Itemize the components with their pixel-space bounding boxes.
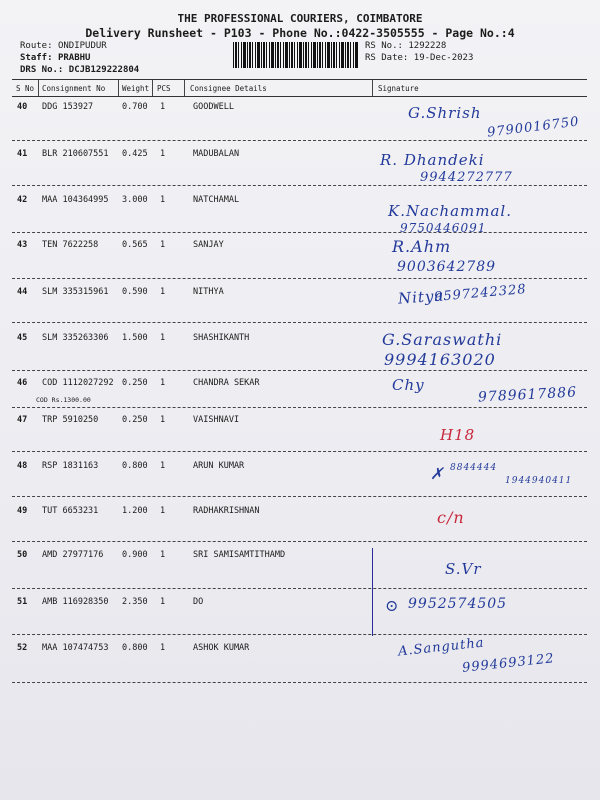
row-weight: 1.500 xyxy=(122,333,148,343)
signature-name: S.Vr xyxy=(445,560,482,578)
signature-name: K.Nachammal. xyxy=(388,202,513,220)
staff-value: PRABHU xyxy=(57,53,91,63)
row-consignee: RADHAKRISHNAN xyxy=(193,506,260,516)
row-pcs: 1 xyxy=(160,415,166,425)
signature-name: Chy xyxy=(392,376,425,394)
barcode xyxy=(233,42,358,68)
row-pcs: 1 xyxy=(160,149,166,159)
signature-phone: 9952574505 xyxy=(408,596,508,612)
rs-no-line: RS No.: 1292228 xyxy=(365,41,447,51)
row-weight: 1.200 xyxy=(122,506,148,516)
row-pcs: 1 xyxy=(160,461,166,471)
signature-phone: 9944272777 xyxy=(420,170,513,185)
row-consignment: SLM 335315961 xyxy=(42,287,109,297)
row-pcs: 1 xyxy=(160,506,166,516)
row-sno: 45 xyxy=(17,333,28,343)
row-consignee: SANJAY xyxy=(193,240,224,250)
row-sno: 40 xyxy=(17,102,28,112)
row-consignment: DDG 153927 xyxy=(42,102,94,112)
row-consignment: COD 1112027292 xyxy=(42,378,114,388)
signature-name: R.Ahm xyxy=(392,237,452,256)
col-sno: S No xyxy=(16,84,35,93)
signature-name: A.Sangutha xyxy=(397,635,486,660)
row-sno: 48 xyxy=(17,461,28,471)
col-weight: Weight xyxy=(122,84,150,93)
drs-value: DCJB129222804 xyxy=(68,65,140,75)
col-signature: Signature xyxy=(378,84,419,93)
row-consignee: SRI SAMISAMTITHAMD xyxy=(193,550,286,560)
signature-phone: 1944940411 xyxy=(505,476,573,486)
route-value: ONDIPUDUR xyxy=(57,41,107,51)
row-weight: 0.590 xyxy=(122,287,148,297)
row-pcs: 1 xyxy=(160,550,166,560)
row-consignee: DO xyxy=(193,597,204,607)
row-weight: 3.000 xyxy=(122,195,148,205)
signature-phone: 9597242328 xyxy=(433,281,528,306)
signature-phone: 9789617886 xyxy=(477,384,578,406)
row-pcs: 1 xyxy=(160,643,166,653)
row-sno: 52 xyxy=(17,643,28,653)
row-pcs: 1 xyxy=(160,195,166,205)
row-consignment: TUT 6653231 xyxy=(42,506,99,516)
row-sno: 46 xyxy=(17,378,28,388)
row-sno: 42 xyxy=(17,195,28,205)
row-pcs: 1 xyxy=(160,333,166,343)
signature-mark: ✗ xyxy=(430,464,445,483)
row-sno: 41 xyxy=(17,149,28,159)
runsheet-title: Delivery Runsheet - P103 - Phone No.:0422-3505555 - Page No.:4 xyxy=(85,26,515,40)
row-consignment: MAA 104364995 xyxy=(42,195,109,205)
signature-mark: ⊙ xyxy=(385,596,400,615)
row-weight: 0.250 xyxy=(122,415,148,425)
row-consignment: MAA 107474753 xyxy=(42,643,109,653)
row-consignment: BLR 210607551 xyxy=(42,149,109,159)
row-weight: 0.565 xyxy=(122,240,148,250)
row-consignee: NATCHAMAL xyxy=(193,195,240,205)
row-consignee: ARUN KUMAR xyxy=(193,461,245,471)
row-consignee: VAISHNAVI xyxy=(193,415,240,425)
row-consignment: TRP 5910250 xyxy=(42,415,99,425)
route-line: Route: ONDIPUDUR xyxy=(20,41,107,51)
row-pcs: 1 xyxy=(160,240,166,250)
row-consignee: SHASHIKANTH xyxy=(193,333,250,343)
signature-phone: 9750446091 xyxy=(400,221,487,235)
row-weight: 0.900 xyxy=(122,550,148,560)
signature-name: R. Dhandeki xyxy=(380,151,485,169)
row-weight: 0.425 xyxy=(122,149,148,159)
signature-phone: 9994693122 xyxy=(461,651,556,676)
signature-phone: 9790016750 xyxy=(486,114,581,141)
header-bottom-rule xyxy=(12,96,587,97)
staff-line: Staff: PRABHU xyxy=(20,53,91,63)
row-consignment: SLM 335263306 xyxy=(42,333,109,343)
col-consignment: Consignment No xyxy=(42,84,106,93)
row-sno: 49 xyxy=(17,506,28,516)
row-weight: 0.250 xyxy=(122,378,148,388)
col-consignee: Consignee Details xyxy=(190,84,267,93)
drs-line: DRS No.: DCJB129222804 xyxy=(20,65,140,75)
row-pcs: 1 xyxy=(160,287,166,297)
signature-name: G.Saraswathi xyxy=(382,330,503,349)
row-consignment: RSP 1831163 xyxy=(42,461,99,471)
row-sno: 51 xyxy=(17,597,28,607)
row-consignee: MADUBALAN xyxy=(193,149,240,159)
col-pcs: PCS xyxy=(157,84,171,93)
signature-name: Nitya xyxy=(397,286,445,308)
row-sno: 47 xyxy=(17,415,28,425)
rs-date-line: RS Date: 19-Dec-2023 xyxy=(365,53,474,63)
signature-name: c/n xyxy=(437,508,465,527)
row-sno: 50 xyxy=(17,550,28,560)
row-weight: 0.800 xyxy=(122,461,148,471)
row-consignee: GOODWELL xyxy=(193,102,234,112)
row-weight: 0.700 xyxy=(122,102,148,112)
row-pcs: 1 xyxy=(160,102,166,112)
row-consignment: AMD 27977176 xyxy=(42,550,104,560)
row-pcs: 1 xyxy=(160,597,166,607)
row-sno: 43 xyxy=(17,240,28,250)
row-pcs: 1 xyxy=(160,378,166,388)
signature-name: G.Shrish xyxy=(408,104,482,122)
row-consignment: TEN 7622258 xyxy=(42,240,99,250)
signature-phone: 9003642789 xyxy=(397,259,497,275)
row-consignee: ASHOK KUMAR xyxy=(193,643,250,653)
header-top-rule xyxy=(12,79,587,80)
row-consignment: AMB 116928350 xyxy=(42,597,109,607)
rs-no-value: 1292228 xyxy=(408,41,447,51)
row-consignee: NITHYA xyxy=(193,287,224,297)
row-weight: 2.350 xyxy=(122,597,148,607)
cod-note: COD Rs.1300.00 xyxy=(36,396,91,404)
row-weight: 0.800 xyxy=(122,643,148,653)
row-consignee: CHANDRA SEKAR xyxy=(193,378,260,388)
signature-name: H18 xyxy=(440,426,476,444)
signature-name: 8844444 xyxy=(450,463,498,473)
row-sno: 44 xyxy=(17,287,28,297)
signature-phone: 9994163020 xyxy=(384,350,496,369)
company-title: THE PROFESSIONAL COURIERS, COIMBATORE xyxy=(177,12,423,25)
signature-bracket xyxy=(372,548,381,636)
rs-date-value: 19-Dec-2023 xyxy=(413,53,474,63)
